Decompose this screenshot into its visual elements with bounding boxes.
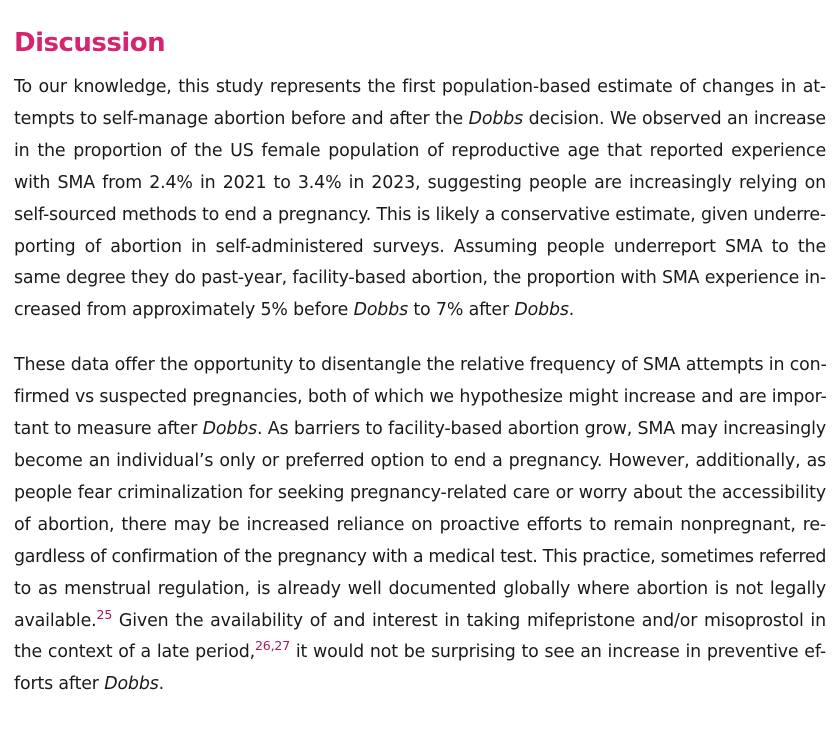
paragraph-line [14,295,826,327]
paragraph-line: to as menstrual regulation, is already well documented globally where abortion is not legally [14,578,826,599]
text-run: tant to measure after [14,419,203,440]
paragraph-line: gardless of confirmation of the pregnancy with a medical test. This practice, sometimes referred [14,546,827,567]
text-run: . [568,300,575,321]
paragraph-line [14,669,826,701]
text-run: . As barriers to facility-based abortion grow, SMA may increasingly [257,419,826,440]
text-run: decision. We observed an increase [523,108,826,129]
paragraph-line: These data offer the opportunity to disentangle the relative frequency of SMA attempts in con- [14,355,827,376]
text-run: . [158,674,165,695]
paragraph-line: self-sourced methods to end a pregnancy. This is likely a conservative estimate, given underre- [14,204,826,225]
paragraph-line [14,637,826,669]
citation-link[interactable]: 26,27 [254,638,291,654]
paragraph-line: To our knowledge, this study represents the first population-based estimate of changes in at- [14,77,826,97]
paragraph-line [14,414,826,446]
paragraph-line: same degree they do past-year, facility-based abortion, the proportion with SMA experience in- [14,268,826,289]
paragraph-line: of abortion, there may be increased reliance on proactive efforts to remain nonpregnant, re- [14,514,826,535]
paragraph-line: firmed vs suspected pregnancies, both of which we hypothesize might increase and are impor- [14,387,827,408]
text-run: forts after [14,674,105,695]
text-run: the context of a late period, [14,642,255,663]
paragraph-line: porting of abortion in self-administered surveys. Assuming people underreport SMA to the [14,236,826,257]
paragraph-1 [14,72,826,327]
text-run: available. [14,610,97,631]
paragraph-line: become an individual’s only or preferred option to end a pregnancy. However, additionally, as [14,450,826,471]
paragraph-line [14,104,826,136]
case-name: Dobbs [468,108,524,129]
text-run: tempts to self-manage abortion before and after the [14,108,469,129]
paragraph-2 [14,350,826,701]
citation-link[interactable]: 25 [96,606,113,622]
paragraph-line: people fear criminalization for seeking pregnancy-related care or worry about the accessibility [14,482,826,503]
case-name: Dobbs [202,419,258,440]
text-run: to 7% after [408,300,515,321]
paragraph-line [14,606,826,638]
text-run: Given the availability of and interest in taking mifepristone and/or misoprostol in [112,610,826,631]
text-run: it would not be surprising to see an increase in preventive ef- [290,642,826,663]
text-run: creased from approximately 5% before [14,300,354,321]
case-name: Dobbs [353,300,408,321]
case-name: Dobbs [104,674,159,695]
paragraph-line: in the proportion of the US female population of reproductive age that reported experience [14,140,826,161]
paragraph-line: with SMA from 2.4% in 2021 to 3.4% in 2023, suggesting people are increasingly relying on [14,172,826,193]
section-heading: Discussion [14,28,166,58]
case-name: Dobbs [514,300,569,321]
